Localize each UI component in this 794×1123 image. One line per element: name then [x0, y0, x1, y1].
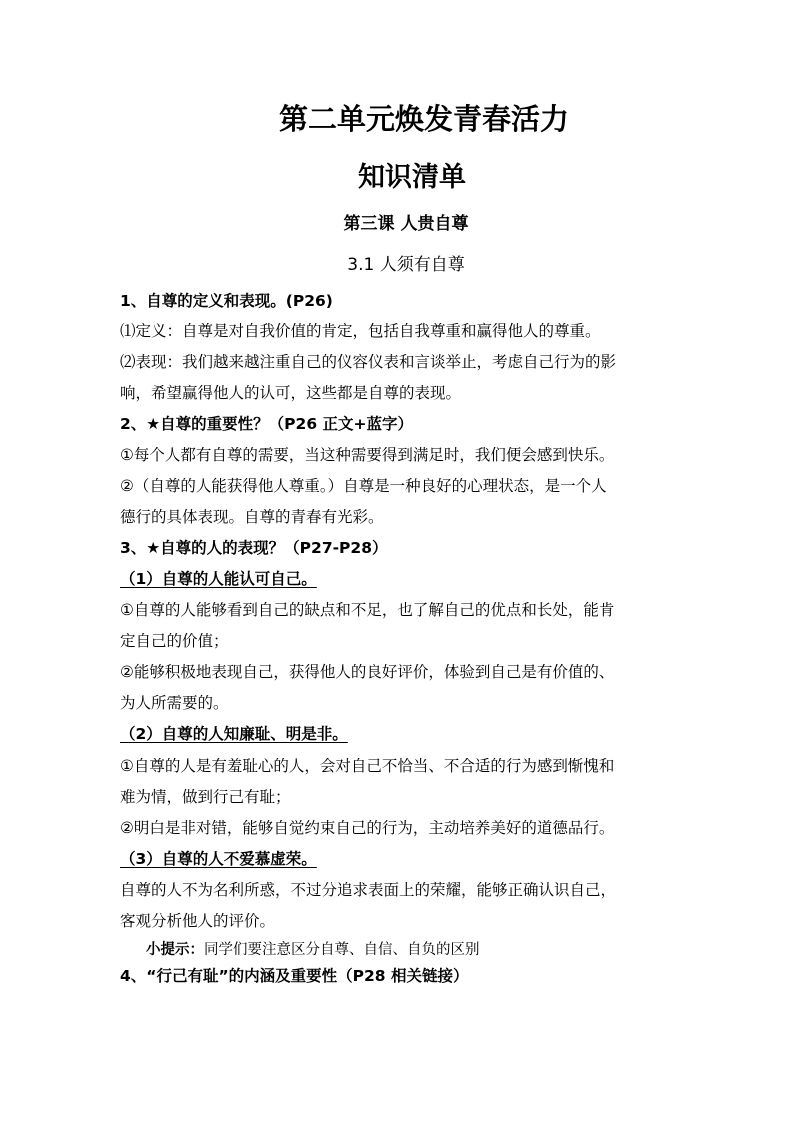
q3-heading: 3、★自尊的人的表现？（P27-P28） [120, 539, 388, 557]
q2-point2-line1: ②（自尊的人能获得他人尊重。）自尊是一种良好的心理状态，是一个人 [120, 477, 607, 495]
q2-point2-line2: 德行的具体表现。自尊的青春有光彩。 [120, 508, 384, 526]
q2-point1: ①每个人都有自尊的需要，当这种需要得到满足时，我们便会感到快乐。 [120, 446, 615, 464]
tip-text: 同学们要注意区分自尊、自信、自负的区别 [204, 942, 480, 958]
q3-sub2-point1-line1: ①自尊的人是有羞耻心的人，会对自己不恰当、不合适的行为感到惭愧和 [120, 757, 615, 775]
tip-line [146, 940, 480, 960]
q3-sub1-point1-line1: ①自尊的人能够看到自己的缺点和不足，也了解自己的优点和长处，能肯 [120, 601, 615, 619]
q1-performance-line2: 响，希望赢得他人的认可，这些都是自尊的表现。 [120, 384, 462, 402]
q2-heading: 2、★自尊的重要性？（P26 正文+蓝字） [120, 415, 413, 433]
q3-sub2-point2: ②明白是非对错，能够自觉约束自己的行为，主动培养美好的道德品行。 [120, 819, 615, 837]
q3-sub1-point2-line2: 为人所需要的。 [120, 694, 229, 712]
q1-definition: ⑴定义：自尊是对自我价值的肯定，包括自我尊重和赢得他人的尊重。 [120, 322, 601, 340]
q3-sub3-line2: 客观分析他人的评价。 [120, 912, 276, 930]
q4-heading: 4、“行己有耻”的内涵及重要性（P28 相关链接） [120, 967, 469, 985]
knowledge-list-title: 知识清单 [358, 162, 466, 193]
q3-sub2-point1-line2: 难为情，做到行己有耻； [120, 788, 291, 806]
lesson-title: 第三课 人贵自尊 [343, 214, 469, 234]
tip-label: 小提示： [146, 942, 204, 958]
unit-title: 第二单元焕发青春活力 [278, 102, 569, 136]
q3-sub2-title: （2）自尊的人知廉耻、明是非。 [120, 725, 348, 743]
q1-heading: 1、自尊的定义和表现。(P26) [120, 292, 333, 310]
q3-sub3-line1: 自尊的人不为名利所惑，不过分追求表面上的荣耀，能够正确认识自己， [120, 881, 617, 899]
q1-performance-line1: ⑵表现：我们越来越注重自己的仪容仪表和言谈举止，考虑自己行为的影 [120, 353, 617, 371]
section-title: 3.1 人须有自尊 [347, 255, 465, 275]
q3-sub1-point1-line2: 定自己的价值； [120, 632, 229, 650]
q3-sub3-title: （3）自尊的人不爱慕虚荣。 [120, 850, 317, 868]
q3-sub1-title: （1）自尊的人能认可自己。 [120, 570, 317, 588]
q3-sub1-point2-line1: ②能够积极地表现自己，获得他人的良好评价，体验到自己是有价值的、 [120, 663, 615, 681]
